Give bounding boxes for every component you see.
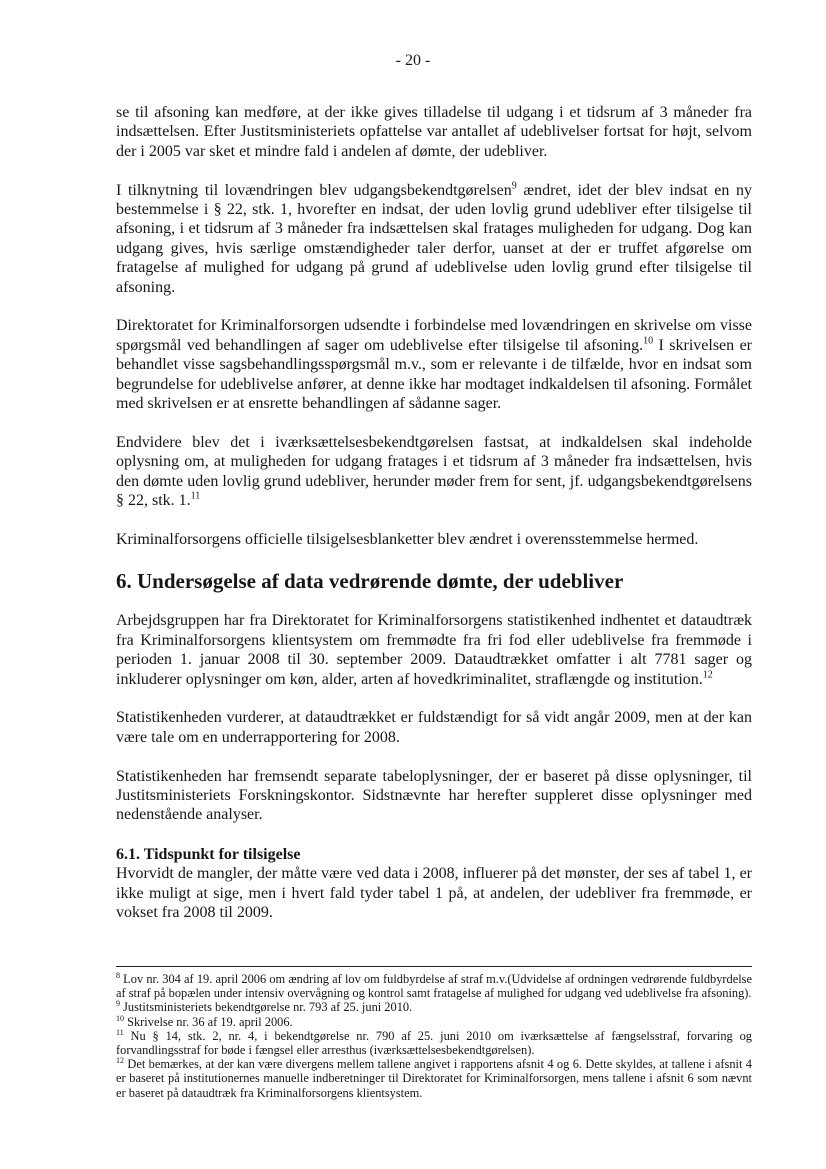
footnote-ref-12: 12 [702, 669, 713, 681]
paragraph-4: Endvidere blev det i iværksættelsesbekendtgørelsen fastsat, at indkaldelsen skal indeholde oplysning om, at muligheden for udgang fratages i et tidsrum af 3 måneder fra indsættelsen, hvis den dømte uden lovlig grund udebliver, herunder møder frem for sent, jf. udgangsbekendtgørelsens § 22, stk. 1.11 [116, 433, 752, 510]
subsection-heading-6-1: 6.1. Tidspunkt for tilsigelse [116, 845, 301, 863]
paragraph-9: Hvorvidt de mangler, der måtte være ved data i 2008, influerer på det mønster, der ses af tabel 1, er ikke muligt at sige, men i hvert fald tyder tabel 1 på, at andelen, der udebliver fra fremmøde, er vokset fra 2008 til 2009. [116, 865, 752, 921]
body-text [116, 103, 752, 922]
paragraph-6: Arbejdsgruppen har fra Direktoratet for Kriminalforsorgens statistikenhed indhentet et dataudtræk fra Kriminalforsorgens klientsystem om fremmødte fra fri fod eller udeblivelse fra fremmøde i perioden 1. januar 2008 til 30. september 2009. Dataudtrækket omfatter i alt 7781 sager og inkluderer oplysninger om køn, alder, arten af hovedkriminalitet, straflængde og institution.$^{12}$ [116, 612, 752, 688]
section-heading-6: 6. Undersøgelse af data vedrørende dømte, der udebliver [116, 569, 624, 594]
footnote-ref-10: 10 [643, 335, 654, 347]
paragraph-5: Kriminalforsorgens officielle tilsigelsesblanketter blev ændret i overensstemmelse hermed. [116, 530, 699, 548]
footnote-11: $^{11}$ Nu § 14, stk. 2, nr. 4, i bekendtgørelse nr. 790 af 25. juni 2010 om iværksættelse af fængselsstraf, forvaring og forvandlingsstraf for bøde i fængsel eller arresthus (iværksættelsesbekendtgørelsen). [116, 1027, 752, 1058]
page-number: - 20 - [395, 52, 431, 69]
footnotes [116, 966, 752, 1100]
paragraph-8: Statistikenheden har fremsendt separate tabeloplysninger, der er baseret på disse oplysninger, til Justitsministeriets Forskningskontor. Sidstnævnte har herefter suppleret disse oplysninger med nedenstående analyser. [116, 767, 752, 824]
paragraph-7: Statistikenheden vurderer, at dataudtrækket er fuldstændigt for så vidt angår 2009, men at der kan være tale om en underrapportering for 2008. [116, 709, 752, 746]
paragraph-1: se til afsoning kan medføre, at der ikke gives tilladelse til udgang i et tidsrum af 3 måneder fra indsættelsen. Efter Justitsministeriets opfattelse var antallet af udeblivelser fortsat for højt, selvom der i 2005 var sket et mindre fald i andelen af dømte, der udebliver. [116, 104, 752, 160]
paragraph-2: I tilknytning til lovændringen blev udgangsbekendtgørelsen$^9$ ændret, idet der blev indsat en ny bestemmelse i § 22, stk. 1, hvorefter en indsat, der uden lovlig grund udebliver efter tilsigelse til afsoning, i et tidsrum af 3 måneder fra indsættelsen skal fratages muligheden for udgang. Dog kan udgang gives, hvis særlige omstændigheder taler derfor, uanset at der er truffet afgørelse om fratagelse af mulighed for udgang på grund af udeblivelse uden lovlig grund efter tilsigelse til afsoning. [116, 180, 753, 296]
footnote-12: $^{12}$ Det bemærkes, at der kan være divergens mellem tallene angivet i rapportens afsnit 4 og 6. Dette skyldes, at tallene i afsnit 4 er baseret på institutionernes manuelle indberetninger til Direktoratet for Kriminalforsorgen, mens tallene i afsnit 6 som nævnt er baseret på dataudtræk fra Kriminalforsorgens klientsystem. [116, 1056, 752, 1100]
footnote-ref-9: 9 [511, 180, 517, 192]
footnote-9: $^9$ Justitsministeriets bekendtgørelse nr. 793 af 25. juni 2010. [116, 999, 413, 1015]
paragraph-3: Direktoratet for Kriminalforsorgen udsendte i forbindelse med lovændringen en skrivelse om visse spørgsmål ved behandlingen af sager om udeblivelse efter tilsigelse til afsoning.$^{10}$ I skrivelsen er behandlet visse sagsbehandlingsspørgsmål m.v., som er relevante i de tilfælde, hvor en indsat som begrundelse for udeblivelse anfører, at denne ikke har modtaget indkaldelsen til afsoning. Formålet med skrivelsen er at ensrette behandlingen af sådanne sager. [116, 317, 753, 413]
footnote-8: $^8$ Lov nr. 304 af 19. april 2006 om ændring af lov om fuldbyrdelse af straf m.v.(Udvidelse af ordningen vedrørende fuldbyrdelse af straf på bopælen under intensiv overvågning og kontrol samt fratagelse af mulighed for udgang ved udeblivelse fra afsoning). [116, 970, 752, 1001]
footnote-10: $^{10}$ Skrivelse nr. 36 af 19. april 2006. [116, 1013, 293, 1029]
footnote-divider [116, 966, 752, 967]
footnote-ref-11: 11 [190, 490, 201, 502]
